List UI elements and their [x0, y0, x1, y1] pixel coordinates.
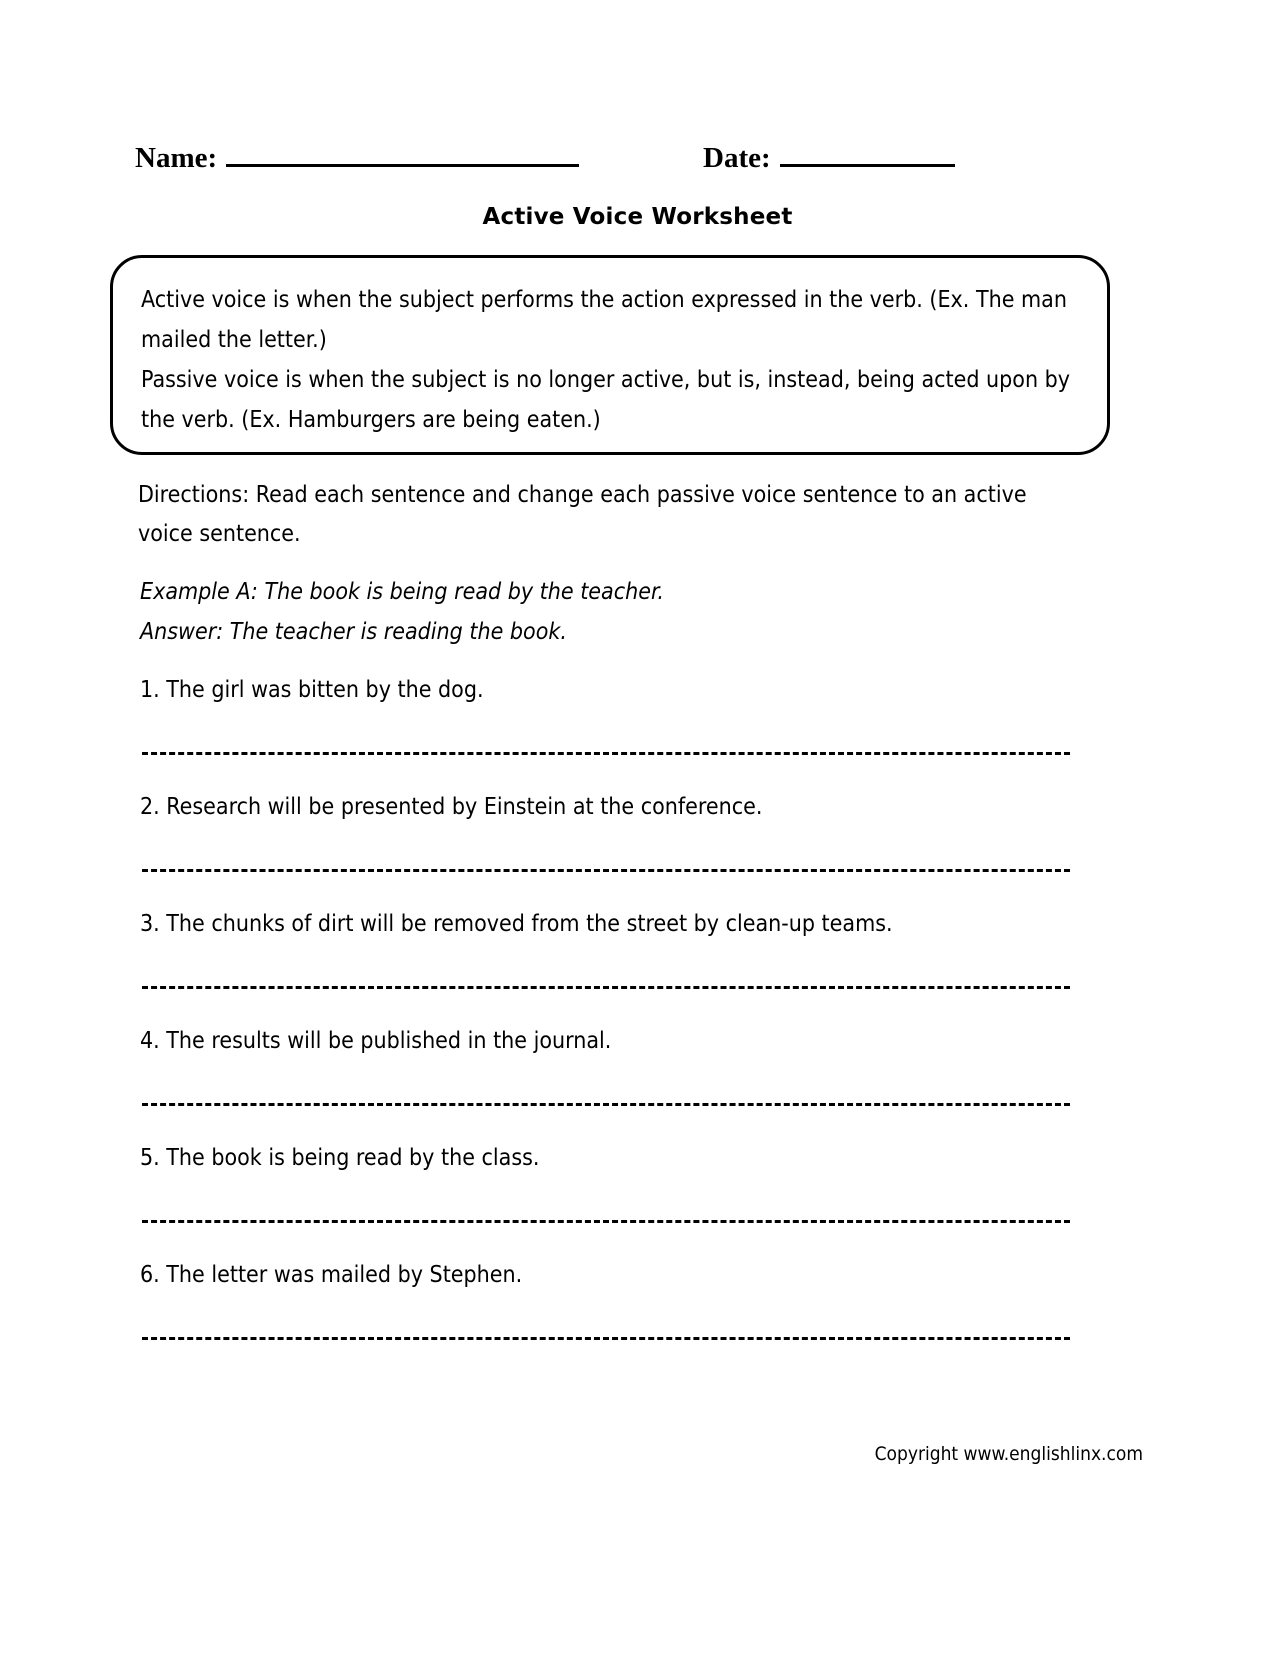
- question-item: [140, 670, 1140, 787]
- answer-write-line[interactable]: [142, 1220, 1070, 1223]
- name-input-blank[interactable]: [226, 142, 579, 167]
- definition-passive-voice: Passive voice is when the subject is no longer active, but is, instead, being acted upon by the verb. (Ex. Hamburgers are being eaten.): [141, 367, 1071, 433]
- definition-active-voice: Active voice is when the subject performs the action expressed in the verb. (Ex. The man mailed the letter.): [141, 287, 1067, 353]
- question-item: [140, 1255, 1140, 1372]
- question-text: 2. Research will be presented by Einstein at the conference.: [140, 794, 763, 820]
- question-text: 5. The book is being read by the class.: [140, 1145, 540, 1171]
- answer-write-line[interactable]: [142, 752, 1070, 755]
- question-text: 3. The chunks of dirt will be removed from the street by clean-up teams.: [140, 911, 893, 937]
- questions-list: [140, 670, 1140, 1372]
- example-prompt: Example A: The book is being read by the teacher.: [140, 579, 664, 605]
- question-text: 1. The girl was bitten by the dog.: [140, 677, 484, 703]
- name-label: Name:: [135, 142, 218, 174]
- question-item: [140, 1138, 1140, 1255]
- question-item: [140, 1021, 1140, 1138]
- date-input-blank[interactable]: [780, 142, 955, 167]
- answer-write-line[interactable]: [142, 986, 1070, 989]
- example-block: [140, 572, 1040, 652]
- answer-write-line[interactable]: [142, 1103, 1070, 1106]
- answer-write-line[interactable]: [142, 1337, 1070, 1340]
- question-item: [140, 904, 1140, 1021]
- question-item: [140, 787, 1140, 904]
- page-title: Active Voice Worksheet: [482, 204, 793, 230]
- question-text: 6. The letter was mailed by Stephen.: [140, 1262, 523, 1288]
- example-answer: Answer: The teacher is reading the book.: [140, 619, 567, 645]
- date-label: Date:: [703, 142, 771, 174]
- question-text: 4. The results will be published in the journal.: [140, 1028, 612, 1054]
- date-field-group: [703, 142, 955, 173]
- directions-text: Directions: Read each sentence and change each passive voice sentence to an active voice sentence.: [138, 482, 1027, 547]
- answer-write-line[interactable]: [142, 869, 1070, 872]
- copyright-footer: Copyright www.englishlinx.com: [874, 1443, 1143, 1465]
- definition-box: [110, 255, 1110, 455]
- worksheet-header: [135, 142, 1135, 186]
- name-field-group: [135, 142, 579, 173]
